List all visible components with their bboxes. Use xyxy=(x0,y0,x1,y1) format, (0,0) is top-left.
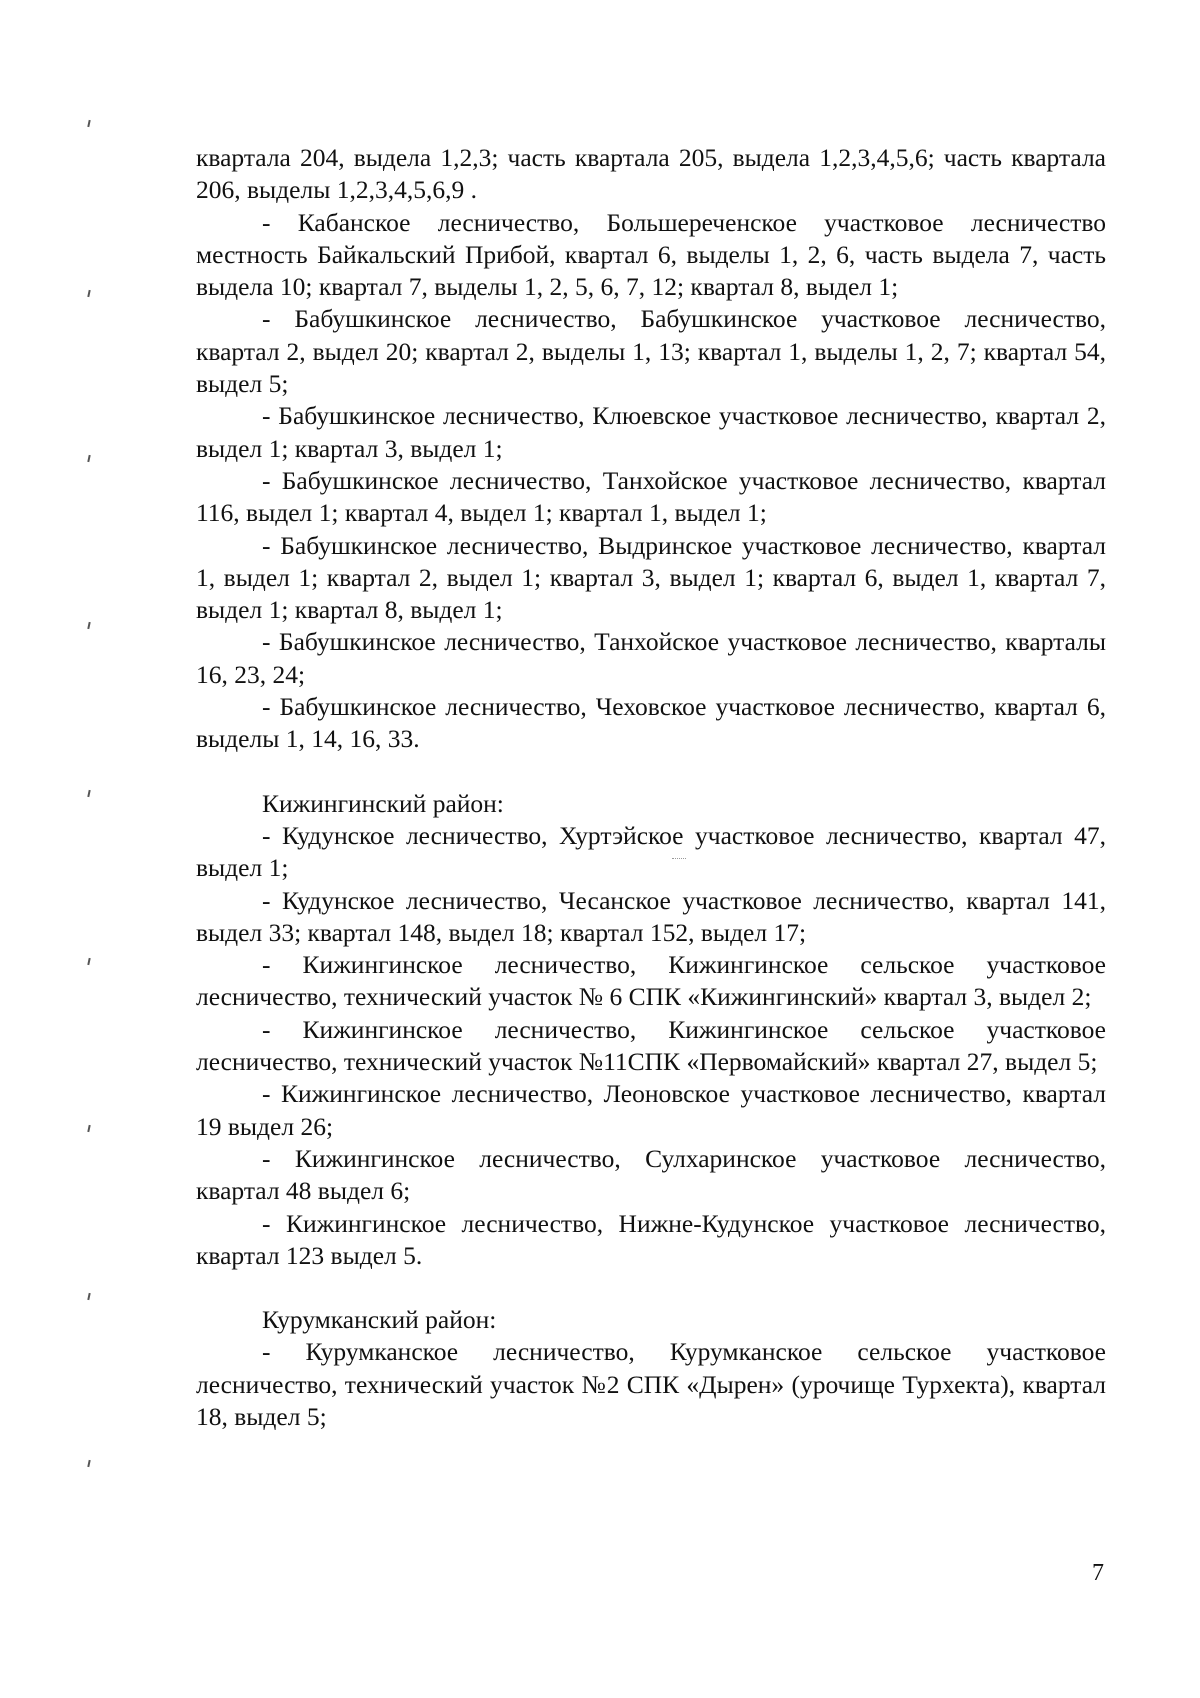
margin-mark xyxy=(87,120,90,127)
page-number: 7 xyxy=(1092,1560,1104,1586)
paragraph: - Кижингинское лесничество, Сулхаринское участковое лесничество, квартал 48 выдел 6; xyxy=(196,1143,1106,1206)
margin-mark xyxy=(87,290,90,297)
paragraph: - Кудунское лесничество, Чесанское участковое лесничество, квартал 141, выдел 33; квартал 148, выдел 18; квартал 152, выдел 17; xyxy=(196,885,1106,947)
paragraph: - Курумканское лесничество, Курумканское сельское участковое лесничество, технический участок №2 СПК «Дырен» (урочище Турхекта), квартал 18, выдел 5; xyxy=(196,1337,1106,1431)
spacer xyxy=(196,756,1106,788)
paragraph: - Кабанское лесничество, Большереченское участковое лесничество местность Байкальский Прибой, квартал 6, выделы 1, 2, 6, часть выдела 7, часть выдела 10; квартал 7, выделы 1, 2, 5, 6, 7, 12; квартал 8, выдел 1; xyxy=(196,207,1106,302)
margin-mark xyxy=(87,1125,90,1132)
paragraph: - Бабушкинское лесничество, Бабушкинское участковое лесничество, квартал 2, выдел 20; квартал 2, выделы 1, 13; квартал 1, выделы 1, 2, 7; квартал 54, выдел 5; xyxy=(196,304,1106,399)
paragraph: квартала 204, выдела 1,2,3; часть квартала 205, выдела 1,2,3,4,5,6; часть квартала 206, выделы 1,2,3,4,5,6,9 . xyxy=(196,143,1106,205)
spacer xyxy=(196,1272,1106,1304)
margin-mark xyxy=(87,455,90,462)
paragraph: - Кудунское лесничество, Хуртэйское участковое лесничество, квартал 47, выдел 1; xyxy=(196,820,1106,883)
paragraph: - Бабушкинское лесничество, Клюевское участковое лесничество, квартал 2, выдел 1; квартал 3, выдел 1; xyxy=(196,401,1106,463)
section-heading: Курумканский район: xyxy=(262,1305,497,1335)
paragraph: - Кижингинское лесничество, Леоновское участковое лесничество, квартал 19 выдел 26; xyxy=(196,1079,1106,1141)
section-heading: Кижингинский район: xyxy=(262,788,504,818)
paragraph: - Кижингинское лесничество, Кижингинское сельское участковое лесничество, технический участок № 6 СПК «Кижингинский» квартал 3, выдел 2; xyxy=(196,950,1106,1012)
margin-mark xyxy=(87,1460,90,1467)
margin-mark xyxy=(87,1293,90,1300)
paragraph: - Кижингинское лесничество, Нижне-Кудунское участковое лесничество, квартал 123 выдел 5. xyxy=(196,1208,1106,1270)
paragraph: - Бабушкинское лесничество, Танхойское участковое лесничество, кварталы 16, 23, 24; xyxy=(196,627,1106,689)
paragraph: - Бабушкинское лесничество, Танхойское участковое лесничество, квартал 116, выдел 1; квартал 4, выдел 1; квартал 1, выдел 1; xyxy=(196,465,1106,528)
margin-mark xyxy=(87,790,90,797)
margin-mark xyxy=(87,958,90,965)
document-body xyxy=(196,142,1106,1433)
paragraph: - Бабушкинское лесничество, Выдринское участковое лесничество, квартал 1, выдел 1; квартал 2, выдел 1; квартал 3, выдел 1; квартал 6, выдел 1, квартал 7, выдел 1; квартал 8, выдел 1; xyxy=(196,530,1106,625)
paragraph: - Бабушкинское лесничество, Чеховское участковое лесничество, квартал 6, выделы 1, 14, 16, 33. xyxy=(196,692,1106,754)
paragraph: - Кижингинское лесничество, Кижингинское сельское участковое лесничество, технический участок №11СПК «Первомайский» квартал 27, выдел 5; xyxy=(196,1014,1106,1077)
margin-mark xyxy=(87,622,90,629)
